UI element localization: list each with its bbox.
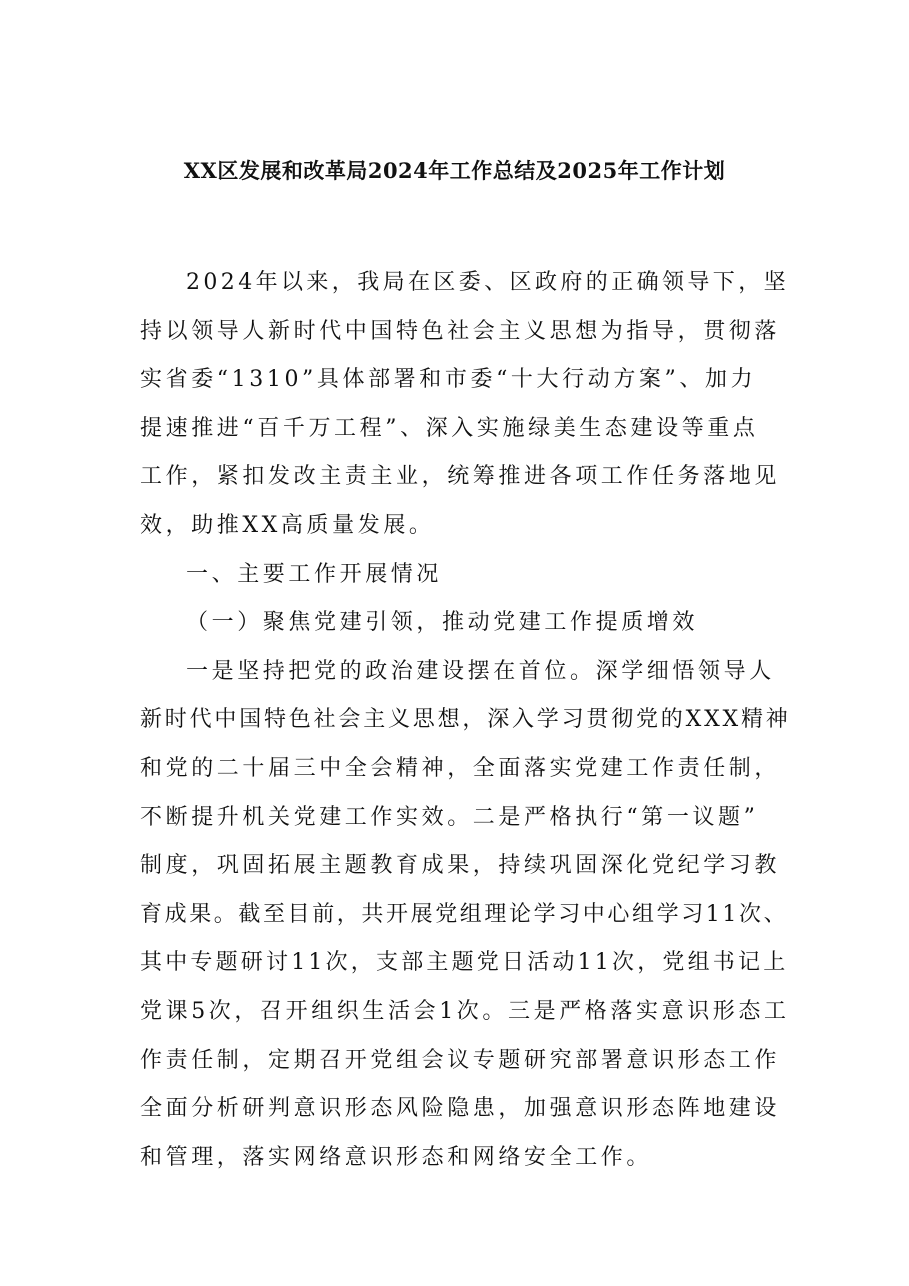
text-line: 2024年以来，我局在区委、区政府的正确领导下，坚 [186,270,789,295]
text-line: （一）聚焦党建引领，推动党建工作提质增效 [186,610,699,636]
text-line: 和党的二十届三中全会精神，全面落实党建工作责任制， [140,755,781,781]
text-line: 工作，紧扣发改主责主业，统筹推进各项工作任务落地见 [140,464,781,490]
text-line: 持以领导人新时代中国特色社会主义思想为指导，贯彻落 [140,318,781,344]
text-line: 党课5次，召开组织生活会1次。三是严格落实意识形态工 [140,998,790,1024]
document-body [140,268,791,1191]
document-title: XX区发展和改革局2024年工作总结及2025年工作计划 [183,158,726,183]
text-line: 新时代中国特色社会主义思想，深入学习贯彻党的XXX精神 [140,707,791,733]
text-line: 一、主要工作开展情况 [186,561,443,587]
text-line: 作责任制，定期召开党组会议专题研究部署意识形态工作 [140,1047,781,1073]
text-line: 和管理，落实网络意识形态和网络安全工作。 [140,1144,653,1170]
text-line: 实省委“1310”具体部署和市委“十大行动方案”、加力 [140,367,757,393]
text-line: 育成果。截至目前，共开展党组理论学习中心组学习11次、 [140,901,789,927]
text-line: 一是坚持把党的政治建设摆在首位。深学细悟领导人 [186,658,775,684]
text-line: 提速推进“百千万工程”、深入实施绿美生态建设等重点 [140,415,759,441]
text-line: 其中专题研讨11次，支部主题党日活动11次，党组书记上 [140,950,789,976]
text-line: 全面分析研判意识形态风险隐患，加强意识形态阵地建设 [140,1096,781,1122]
text-line: 制度，巩固拓展主题教育成果，持续巩固深化党纪学习教 [140,853,781,879]
text-line: 不断提升机关党建工作实效。二是严格执行“第一议题” [140,804,759,830]
text-line: 效，助推XX高质量发展。 [140,512,435,538]
